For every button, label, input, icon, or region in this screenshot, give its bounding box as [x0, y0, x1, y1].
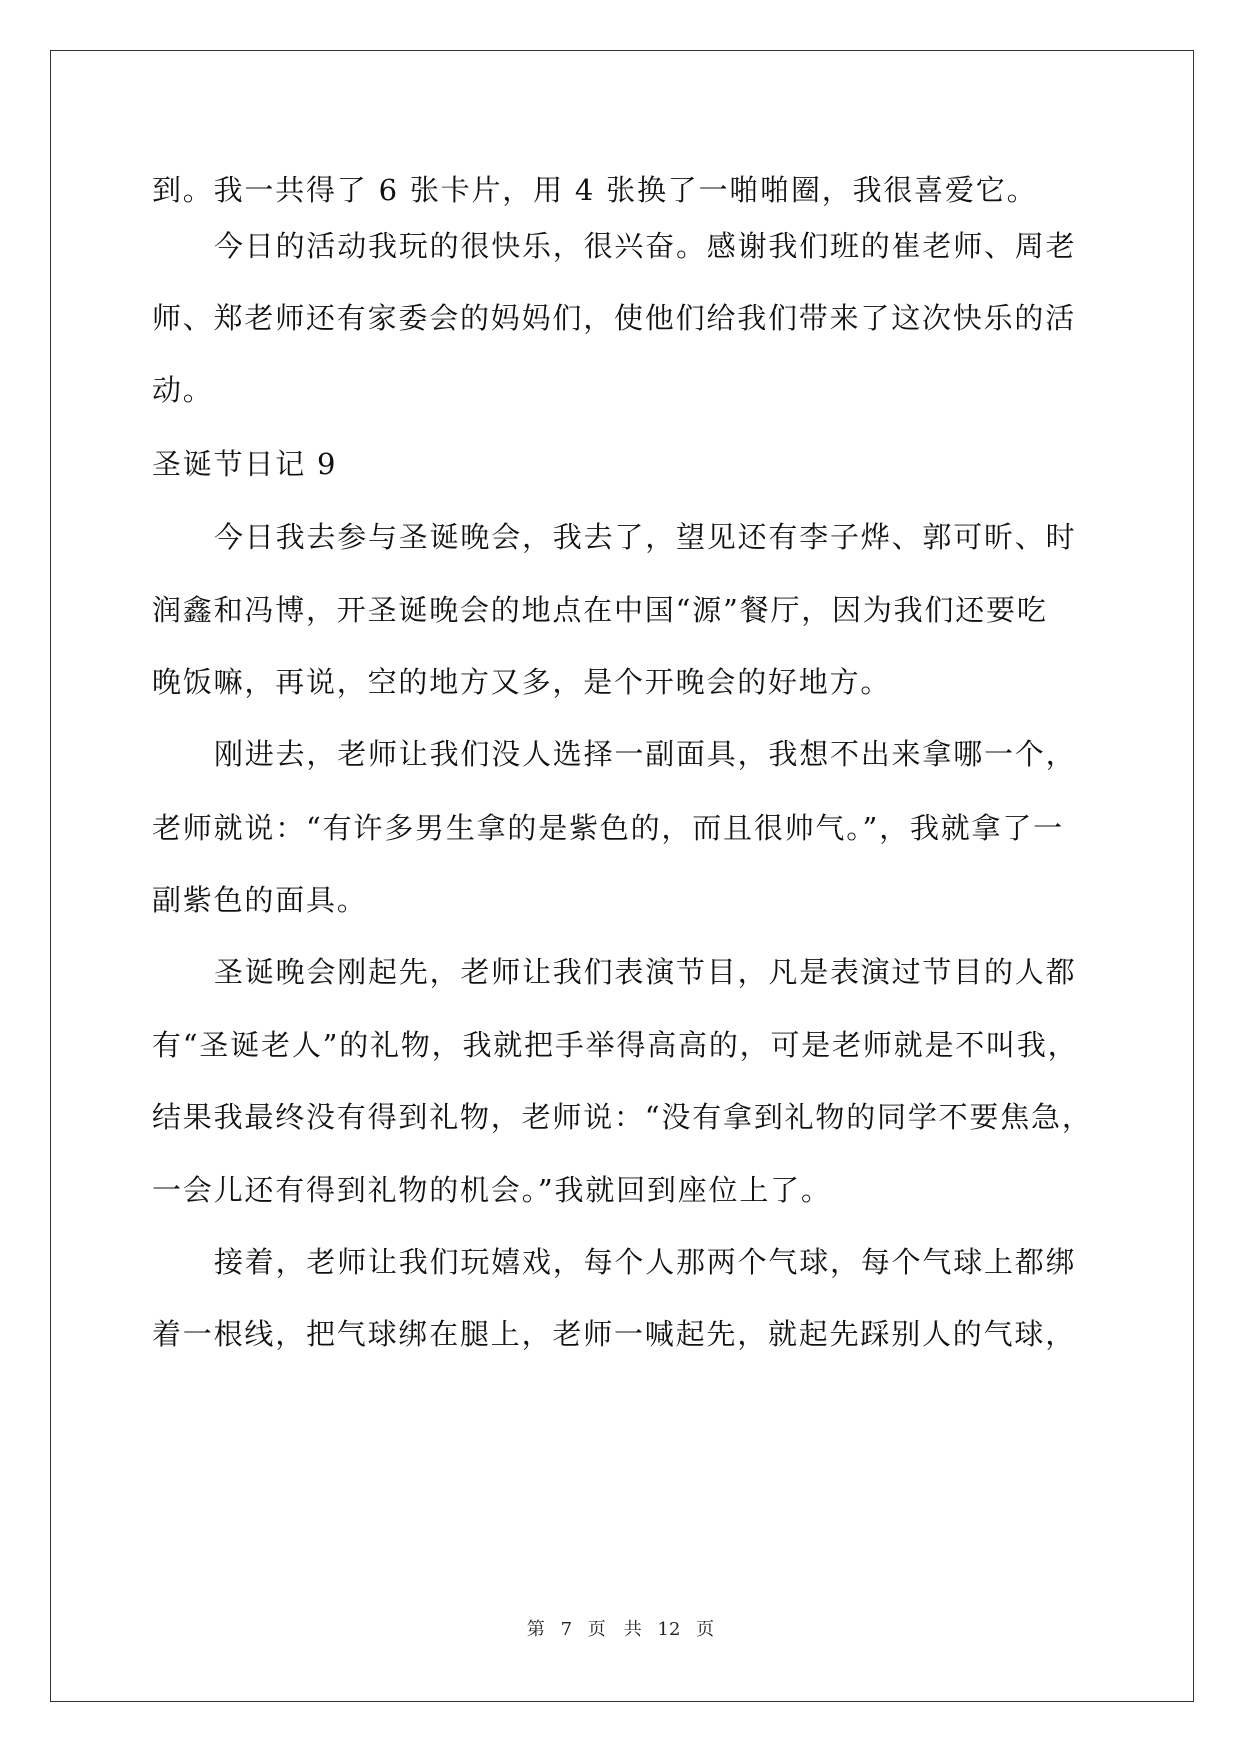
section-heading: 圣诞节日记 9: [152, 447, 338, 481]
text-line: 副紫色的面具。: [152, 883, 368, 917]
text-line: 今日我去参与圣诞晚会，我去了，望见还有李子烨、郭可昕、时: [214, 520, 1077, 554]
text-line: 老师就说：“有许多男生拿的是紫色的，而且很帅气。”，我就拿了一: [152, 811, 1064, 845]
text-line: 师、郑老师还有家委会的妈妈们，使他们给我们带来了这次快乐的活: [152, 301, 1077, 335]
text-line: 着一根线，把气球绑在腿上，老师一喊起先，就起先踩别人的气球，: [152, 1317, 1077, 1351]
text-line: 今日的活动我玩的很快乐，很兴奋。感谢我们班的崔老师、周老: [214, 229, 1077, 263]
text-line: 接着，老师让我们玩嬉戏，每个人那两个气球，每个气球上都绑: [214, 1245, 1077, 1279]
text-line: 到。我一共得了 6 张卡片，用 4 张换了一啪啪圈，我很喜爱它。: [152, 173, 1038, 207]
text-line: 圣诞晚会刚起先，老师让我们表演节目，凡是表演过节目的人都: [214, 955, 1077, 989]
text-line: 一会儿还有得到礼物的机会。”我就回到座位上了。: [152, 1173, 832, 1207]
text-line: 刚进去，老师让我们没人选择一副面具，我想不出来拿哪一个，: [214, 737, 1077, 771]
text-line: 结果我最终没有得到礼物，老师说：“没有拿到礼物的同学不要焦急，: [152, 1100, 1093, 1134]
text-line: 有“圣诞老人”的礼物，我就把手举得高高的，可是老师就是不叫我，: [152, 1028, 1079, 1062]
text-line: 动。: [152, 373, 214, 407]
page-number: 第 7 页 共 12 页: [526, 1619, 715, 1640]
text-line: 润鑫和冯博，开圣诞晚会的地点在中国“源”餐厅，因为我们还要吃: [152, 593, 1048, 627]
text-line: 晚饭嘛，再说，空的地方又多，是个开晚会的好地方。: [152, 665, 892, 699]
